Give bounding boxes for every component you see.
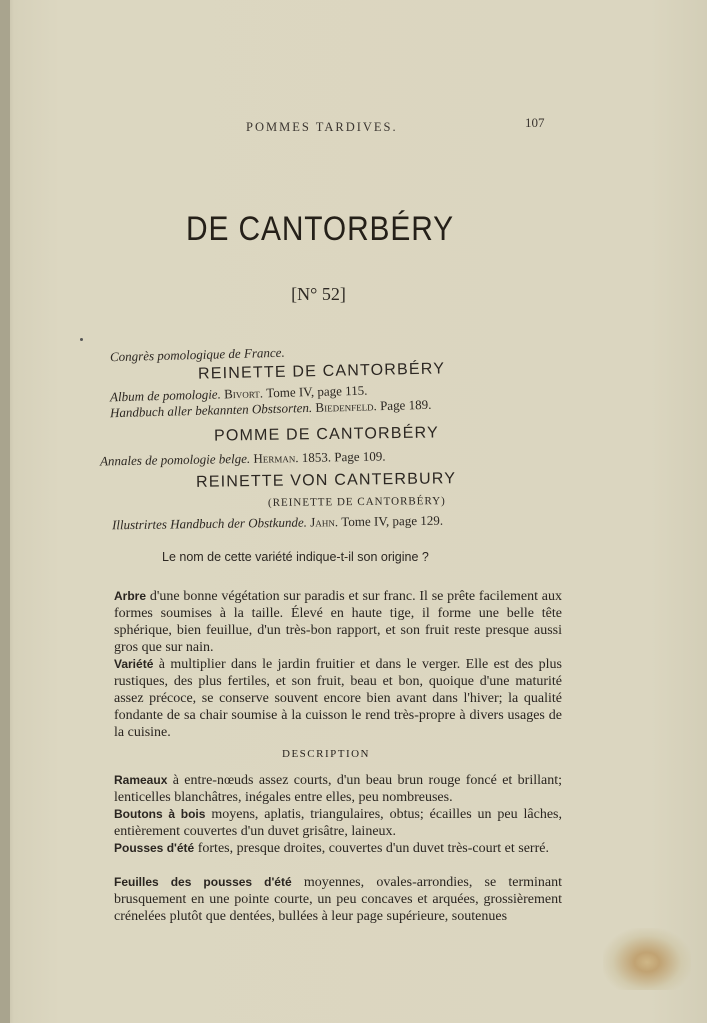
reference-author: Bivort. <box>223 385 264 402</box>
paragraph-text: d'une bonne végétation sur paradis et sur franc. Il se prête facilement aux formes soumises à la taille. Élevé en haute tige, il forme une belle tête sphérique, bien feuillue, d'un très-bon rapport, et son fruit reste presque aussi gros que sur nain. <box>114 589 563 655</box>
reference-detail: 1853. Page 109. <box>301 448 386 465</box>
paper-stain <box>603 928 691 990</box>
reference-work: Congrès pomologique de France. <box>109 344 285 365</box>
synonym-reference <box>112 513 443 534</box>
catalog-number: [N° 52] <box>291 284 346 304</box>
page-number: 107 <box>525 115 545 130</box>
paragraph-boutons <box>114 806 562 840</box>
running-head: POMMES TARDIVES. <box>246 120 398 134</box>
synonym-reference <box>110 345 285 366</box>
paragraph-lead: Variété <box>114 657 154 671</box>
reference-work: Album de pomologie. <box>109 386 222 405</box>
section-heading: DESCRIPTION <box>282 748 371 760</box>
paragraph-lead: Boutons à bois <box>114 807 206 821</box>
synonym-name: POMME DE CANTORBÉRY <box>213 424 440 445</box>
paragraph-lead: Rameaux <box>114 773 168 787</box>
paragraph-lead: Feuilles des pousses d'été <box>114 875 292 889</box>
reference-detail: Tome IV, page 129. <box>341 512 444 530</box>
reference-author: Biedenfeld. <box>315 398 378 415</box>
synonym-name: REINETTE VON CANTERBURY <box>195 470 457 491</box>
ink-speck <box>80 338 83 341</box>
synonym-name: REINETTE DE CANTORBÉRY <box>197 360 446 383</box>
paragraph-text: moyennes, ovales-arrondies, se terminant brusquement en une pointe courte, un peu concaves et arquées, grossièrement crénelées plutôt que dentées, bullées à leur page supérieure, soutenues <box>114 875 563 924</box>
origin-question: Le nom de cette variété indique-t-il son origine ? <box>162 550 429 564</box>
paragraph-text: moyens, aplatis, triangulaires, obtus; écailles un peu lâches, entièrement couvertes d'un duvet grisâtre, laineux. <box>114 807 563 839</box>
article-title: DE CANTORBÉRY <box>185 210 455 248</box>
paragraph-text: à entre-nœuds assez courts, d'un beau brun rouge foncé et brillant; lenticelles blanchâtres, inégales entre elles, peu nombreuses. <box>114 773 562 805</box>
paragraph-text: fortes, presque droites, couvertes d'un duvet très-court et serré. <box>197 841 549 856</box>
reference-author: Herman. <box>253 450 299 466</box>
synonym-reference <box>100 449 386 470</box>
paragraph-lead: Pousses d'été <box>114 841 195 855</box>
paragraph-feuilles <box>114 874 562 925</box>
paragraph-lead: Arbre <box>114 589 147 603</box>
paragraph-rameaux <box>114 772 562 806</box>
paragraph-variete <box>114 656 562 741</box>
reference-detail: Page 189. <box>379 396 432 414</box>
paragraph-text: à multiplier dans le jardin fruitier et dans le verger. Elle est des plus rustiques, des plus fertiles, et son fruit, beau et bon, quoique d'une maturité assez précoce, se conserve souvent encore bien avant dans l'hiver; la qualité fondante de sa chair soumise à la cuisson le rend très-propre à divers usages de la cuisine. <box>114 657 563 740</box>
reference-detail: Tome IV, page 115. <box>266 382 368 401</box>
reference-work: Handbuch aller bekannten Obstsorten. <box>109 399 313 421</box>
reference-work: Illustrirtes Handbuch der Obstkunde. <box>111 514 308 533</box>
paragraph-pousses <box>114 840 562 857</box>
page-gutter-shadow <box>0 0 10 1023</box>
reference-author: Jahn. <box>310 514 339 530</box>
paragraph-arbre <box>114 588 562 656</box>
reference-work: Annales de pomologie belge. <box>99 450 251 469</box>
synonym-subname: (REINETTE DE CANTORBÉRY) <box>267 495 446 509</box>
